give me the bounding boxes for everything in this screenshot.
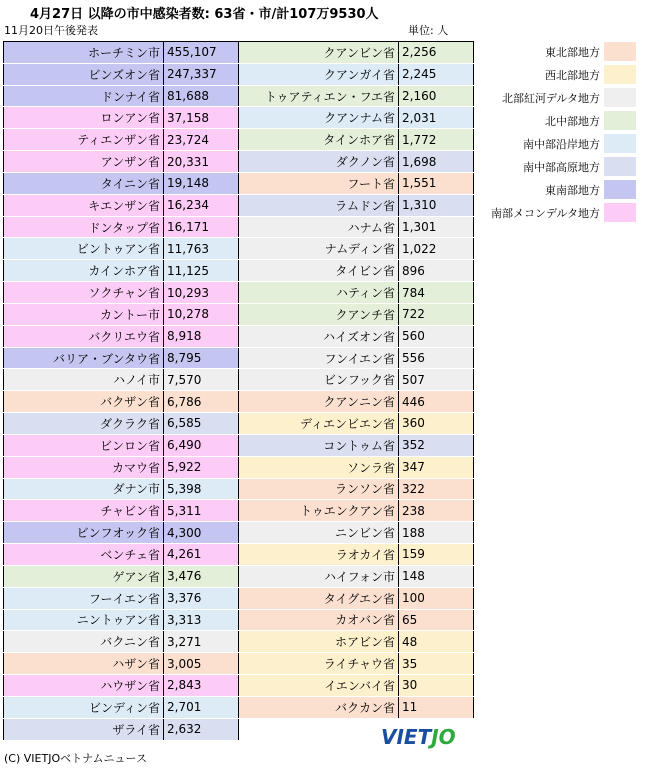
case-count: 507 xyxy=(399,369,474,391)
province-name: カインホア省 xyxy=(4,260,164,282)
province-name: イエンバイ省 xyxy=(239,675,399,697)
legend-label: 東北部地方 xyxy=(545,45,600,59)
table-row xyxy=(239,434,474,456)
legend-swatch xyxy=(604,180,636,199)
province-name: ライチャウ省 xyxy=(239,653,399,675)
case-count: 3,376 xyxy=(164,587,239,609)
case-count: 11 xyxy=(399,696,474,718)
case-count: 2,031 xyxy=(399,107,474,129)
province-name: ビンズオン省 xyxy=(4,63,164,85)
case-count: 6,786 xyxy=(164,391,239,413)
table-row xyxy=(4,565,239,587)
legend-swatch xyxy=(604,65,636,84)
case-count: 3,313 xyxy=(164,609,239,631)
case-count: 247,337 xyxy=(164,63,239,85)
case-count: 446 xyxy=(399,391,474,413)
table-row xyxy=(239,282,474,304)
province-name: ハウザン省 xyxy=(4,675,164,697)
province-name: ベンチェ省 xyxy=(4,544,164,566)
table-row xyxy=(4,194,239,216)
table-row xyxy=(239,63,474,85)
legend-item xyxy=(472,86,636,109)
case-count: 48 xyxy=(399,631,474,653)
legend-label: 北部紅河デルタ地方 xyxy=(501,91,600,105)
table-row xyxy=(239,194,474,216)
province-name: フート省 xyxy=(239,172,399,194)
legend-item xyxy=(472,178,636,201)
province-name: ソンラ省 xyxy=(239,456,399,478)
table-row xyxy=(4,631,239,653)
table-row xyxy=(4,434,239,456)
logo-accent: JO xyxy=(431,725,456,749)
legend-item xyxy=(472,132,636,155)
case-count: 722 xyxy=(399,303,474,325)
legend-swatch xyxy=(604,111,636,130)
province-name: ランソン省 xyxy=(239,478,399,500)
province-name: ロンアン省 xyxy=(4,107,164,129)
table-row xyxy=(4,413,239,435)
province-name: ラムドン省 xyxy=(239,194,399,216)
province-name: ハノイ市 xyxy=(4,369,164,391)
table-row xyxy=(4,609,239,631)
case-count: 7,570 xyxy=(164,369,239,391)
table-row xyxy=(4,303,239,325)
case-count: 11,125 xyxy=(164,260,239,282)
province-name: ソクチャン省 xyxy=(4,282,164,304)
case-count: 3,476 xyxy=(164,565,239,587)
case-count: 5,398 xyxy=(164,478,239,500)
province-name: タイグエン省 xyxy=(239,587,399,609)
legend-label: 北中部地方 xyxy=(545,114,600,128)
province-name: アンザン省 xyxy=(4,151,164,173)
table-row xyxy=(239,369,474,391)
table-row xyxy=(4,325,239,347)
table-row xyxy=(239,325,474,347)
table-row xyxy=(239,391,474,413)
table-row xyxy=(4,129,239,151)
province-name: カオバン省 xyxy=(239,609,399,631)
table-row xyxy=(4,282,239,304)
table-row xyxy=(4,260,239,282)
case-count: 2,256 xyxy=(399,42,474,64)
table-row xyxy=(239,500,474,522)
legend-label: 西北部地方 xyxy=(545,68,600,82)
province-name: ザライ省 xyxy=(4,718,164,740)
table-row xyxy=(4,369,239,391)
case-count: 6,490 xyxy=(164,434,239,456)
table-row xyxy=(4,107,239,129)
province-name: カマウ省 xyxy=(4,456,164,478)
legend-swatch xyxy=(604,42,636,61)
table-row xyxy=(239,675,474,697)
province-name: ダクノン省 xyxy=(239,151,399,173)
province-name: ビンフオック省 xyxy=(4,522,164,544)
case-count: 19,148 xyxy=(164,172,239,194)
table-row xyxy=(4,587,239,609)
case-count: 2,701 xyxy=(164,696,239,718)
table-row xyxy=(239,42,474,64)
table-row xyxy=(4,653,239,675)
province-name: ティエンザン省 xyxy=(4,129,164,151)
province-name: ビントゥアン省 xyxy=(4,238,164,260)
table-row xyxy=(4,151,239,173)
vietjo-logo xyxy=(381,725,456,749)
province-name: ドンナイ省 xyxy=(4,85,164,107)
case-count: 11,763 xyxy=(164,238,239,260)
legend-label: 南中部沿岸地方 xyxy=(523,137,600,151)
province-name: ハザン省 xyxy=(4,653,164,675)
table-row xyxy=(4,63,239,85)
case-count: 322 xyxy=(399,478,474,500)
case-count: 5,311 xyxy=(164,500,239,522)
province-name: ビンロン省 xyxy=(4,434,164,456)
province-name: ハイズオン省 xyxy=(239,325,399,347)
case-count: 65 xyxy=(399,609,474,631)
table-row xyxy=(239,129,474,151)
credit-text: (C) VIETJOベトナムニュース xyxy=(4,752,148,765)
province-name: クアンナム省 xyxy=(239,107,399,129)
case-count: 455,107 xyxy=(164,42,239,64)
table-row xyxy=(239,347,474,369)
table-row xyxy=(239,522,474,544)
table-row xyxy=(239,413,474,435)
case-count: 188 xyxy=(399,522,474,544)
case-count: 6,585 xyxy=(164,413,239,435)
table-row xyxy=(239,456,474,478)
province-name: ビンフック省 xyxy=(239,369,399,391)
province-name: トゥエンクアン省 xyxy=(239,500,399,522)
case-count: 8,795 xyxy=(164,347,239,369)
case-count: 10,293 xyxy=(164,282,239,304)
table-row xyxy=(239,631,474,653)
legend-item xyxy=(472,109,636,132)
case-count: 896 xyxy=(399,260,474,282)
province-name: クアンガイ省 xyxy=(239,63,399,85)
case-count: 1,698 xyxy=(399,151,474,173)
case-count: 1,310 xyxy=(399,194,474,216)
province-name: タインホア省 xyxy=(239,129,399,151)
case-count: 352 xyxy=(399,434,474,456)
cases-table-right xyxy=(238,41,474,719)
case-count: 23,724 xyxy=(164,129,239,151)
case-count: 20,331 xyxy=(164,151,239,173)
province-name: ニントゥアン省 xyxy=(4,609,164,631)
province-name: ハナム省 xyxy=(239,216,399,238)
table-row xyxy=(4,391,239,413)
case-count: 347 xyxy=(399,456,474,478)
province-name: バクザン省 xyxy=(4,391,164,413)
page-title: 4月27日 以降の市中感染者数: 63省・市/計107万9530人 xyxy=(30,7,379,22)
province-name: バクリエウ省 xyxy=(4,325,164,347)
case-count: 3,271 xyxy=(164,631,239,653)
logo-main: VIET xyxy=(381,725,432,749)
case-count: 784 xyxy=(399,282,474,304)
province-name: チャビン省 xyxy=(4,500,164,522)
case-count: 37,158 xyxy=(164,107,239,129)
province-name: ニンビン省 xyxy=(239,522,399,544)
case-count: 100 xyxy=(399,587,474,609)
table-row xyxy=(239,565,474,587)
table-row xyxy=(239,238,474,260)
province-name: ナムディン省 xyxy=(239,238,399,260)
case-count: 16,234 xyxy=(164,194,239,216)
province-name: バクニン省 xyxy=(4,631,164,653)
province-name: ハイフォン市 xyxy=(239,565,399,587)
case-count: 8,918 xyxy=(164,325,239,347)
table-row xyxy=(4,675,239,697)
table-row xyxy=(4,456,239,478)
table-row xyxy=(239,478,474,500)
legend-item xyxy=(472,155,636,178)
case-count: 159 xyxy=(399,544,474,566)
case-count: 1,301 xyxy=(399,216,474,238)
case-count: 30 xyxy=(399,675,474,697)
legend-item xyxy=(472,63,636,86)
table-row xyxy=(4,42,239,64)
case-count: 556 xyxy=(399,347,474,369)
case-count: 2,632 xyxy=(164,718,239,740)
table-row xyxy=(239,544,474,566)
table-row xyxy=(239,107,474,129)
case-count: 2,245 xyxy=(399,63,474,85)
province-name: タイビン省 xyxy=(239,260,399,282)
table-row xyxy=(239,85,474,107)
province-name: トゥアティエン・フエ省 xyxy=(239,85,399,107)
province-name: ゲアン省 xyxy=(4,565,164,587)
cases-table-left xyxy=(3,41,239,741)
case-count: 1,022 xyxy=(399,238,474,260)
legend-item xyxy=(472,40,636,63)
table-row xyxy=(4,238,239,260)
case-count: 148 xyxy=(399,565,474,587)
province-name: カントー市 xyxy=(4,303,164,325)
legend-swatch xyxy=(604,134,636,153)
legend-label: 南中部高原地方 xyxy=(523,160,600,174)
province-name: ダナン市 xyxy=(4,478,164,500)
province-name: フンイエン省 xyxy=(239,347,399,369)
legend-label: 南部メコンデルタ地方 xyxy=(490,206,600,220)
table-row xyxy=(239,151,474,173)
province-name: キエンザン省 xyxy=(4,194,164,216)
province-name: クアンニン省 xyxy=(239,391,399,413)
case-count: 4,261 xyxy=(164,544,239,566)
case-count: 360 xyxy=(399,413,474,435)
case-count: 10,278 xyxy=(164,303,239,325)
table-row xyxy=(4,696,239,718)
province-name: ホアビン省 xyxy=(239,631,399,653)
case-count: 5,922 xyxy=(164,456,239,478)
table-row xyxy=(239,609,474,631)
case-count: 4,300 xyxy=(164,522,239,544)
date-note: 11月20日午後発表 xyxy=(4,24,98,37)
table-row xyxy=(239,303,474,325)
province-name: バクカン省 xyxy=(239,696,399,718)
province-name: クアンビン省 xyxy=(239,42,399,64)
table-row xyxy=(239,653,474,675)
table-row xyxy=(4,85,239,107)
table-row xyxy=(4,522,239,544)
legend-swatch xyxy=(604,203,636,222)
case-count: 3,005 xyxy=(164,653,239,675)
legend-swatch xyxy=(604,88,636,107)
table-row xyxy=(239,216,474,238)
table-row xyxy=(4,347,239,369)
table-row xyxy=(239,260,474,282)
province-name: タイニン省 xyxy=(4,172,164,194)
case-count: 16,171 xyxy=(164,216,239,238)
table-row xyxy=(239,696,474,718)
unit-label: 単位: 人 xyxy=(408,24,449,37)
case-count: 35 xyxy=(399,653,474,675)
table-row xyxy=(239,172,474,194)
case-count: 238 xyxy=(399,500,474,522)
table-row xyxy=(4,172,239,194)
province-name: コントゥム省 xyxy=(239,434,399,456)
province-name: ホーチミン市 xyxy=(4,42,164,64)
province-name: ドンタップ省 xyxy=(4,216,164,238)
province-name: ラオカイ省 xyxy=(239,544,399,566)
province-name: バリア・ブンタウ省 xyxy=(4,347,164,369)
table-row xyxy=(4,478,239,500)
case-count: 1,772 xyxy=(399,129,474,151)
legend-item xyxy=(472,201,636,224)
province-name: クアンチ省 xyxy=(239,303,399,325)
case-count: 81,688 xyxy=(164,85,239,107)
table-row xyxy=(239,587,474,609)
case-count: 560 xyxy=(399,325,474,347)
case-count: 2,843 xyxy=(164,675,239,697)
legend-label: 東南部地方 xyxy=(545,183,600,197)
case-count: 2,160 xyxy=(399,85,474,107)
table-row xyxy=(4,718,239,740)
province-name: フーイエン省 xyxy=(4,587,164,609)
table-row xyxy=(4,216,239,238)
legend-swatch xyxy=(604,157,636,176)
province-name: ビンディン省 xyxy=(4,696,164,718)
province-name: ディエンビエン省 xyxy=(239,413,399,435)
table-row xyxy=(4,500,239,522)
case-count: 1,551 xyxy=(399,172,474,194)
province-name: ハティン省 xyxy=(239,282,399,304)
table-row xyxy=(4,544,239,566)
province-name: ダクラク省 xyxy=(4,413,164,435)
region-legend xyxy=(472,40,636,224)
